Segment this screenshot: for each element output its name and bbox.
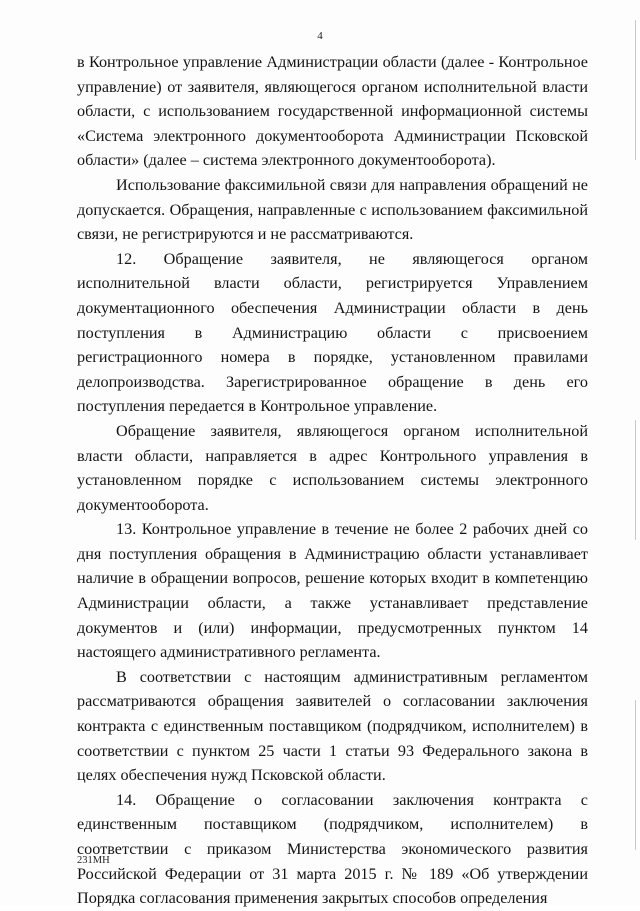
paragraph-fax-restriction: Использование факсимильной связи для направления обращений не допускается. Обращения, направленные с использованием факсимильной связи, не регистрируются и не рассматриваются. [77, 175, 588, 244]
scan-edge-mark [635, 700, 636, 850]
paragraph-executive-body-appeal: Обращение заявителя, являющегося органом исполнительной власти области, направляется в адрес Контрольного управления в установленном порядке с использованием системы электронного документооборота. [77, 421, 588, 514]
document-body [77, 50, 588, 911]
paragraph-item-13: 13. Контрольное управление в течение не более 2 рабочих дней со дня поступления обращения в Администрацию области устанавливает наличие в обращении вопросов, решение которых входит в компетенцию Администрации области, а также устанавливает представление документов и (или) информации, предусмотренных пунктом 14 настоящего административного регламента. [77, 520, 588, 662]
paragraph-regulation-scope: В соответствии с настоящим административным регламентом рассматриваются обращения заявителей о согласовании заключения контракта с единственным поставщиком (подрядчиком, исполнителем) в соответствии с пунктом 25 части 1 статьи 93 Федерального закона в целях обеспечения нужд Псковской области. [77, 667, 588, 785]
paragraph-continuation: в Контрольное управление Администрации области (далее - Контрольное управление) от заявителя, являющегося органом исполнительной власти области, с использованием государственной информационной системы «Система электронного документооборота Администрации Псковской области» (далее – система электронного документооборота). [77, 53, 588, 170]
page-number: 4 [317, 30, 323, 42]
paragraph-item-12: 12. Обращение заявителя, не являющегося органом исполнительной власти области, регистрируется Управлением документационного обеспечения Администрации области в день поступления в Администрацию области с присвоением регистрационного номера в порядке, установленном правилами делопроизводства. Зарегистрированное обращение в день его поступления передается в Контрольное управление. [77, 249, 588, 416]
scan-edge-mark [635, 420, 636, 540]
footer-document-code: 231МН [77, 855, 110, 866]
paragraph-item-14: 14. Обращение о согласовании заключения контракта с единственным поставщиком (подрядчиком, исполнителем) в соответствии с приказом Министерства экономического развития Российской Федерации от 31 марта 2015 г. № 189 «Об утверждении Порядка согласования применения закрытых способов определения [77, 790, 588, 908]
scan-edge-mark [635, 20, 636, 160]
